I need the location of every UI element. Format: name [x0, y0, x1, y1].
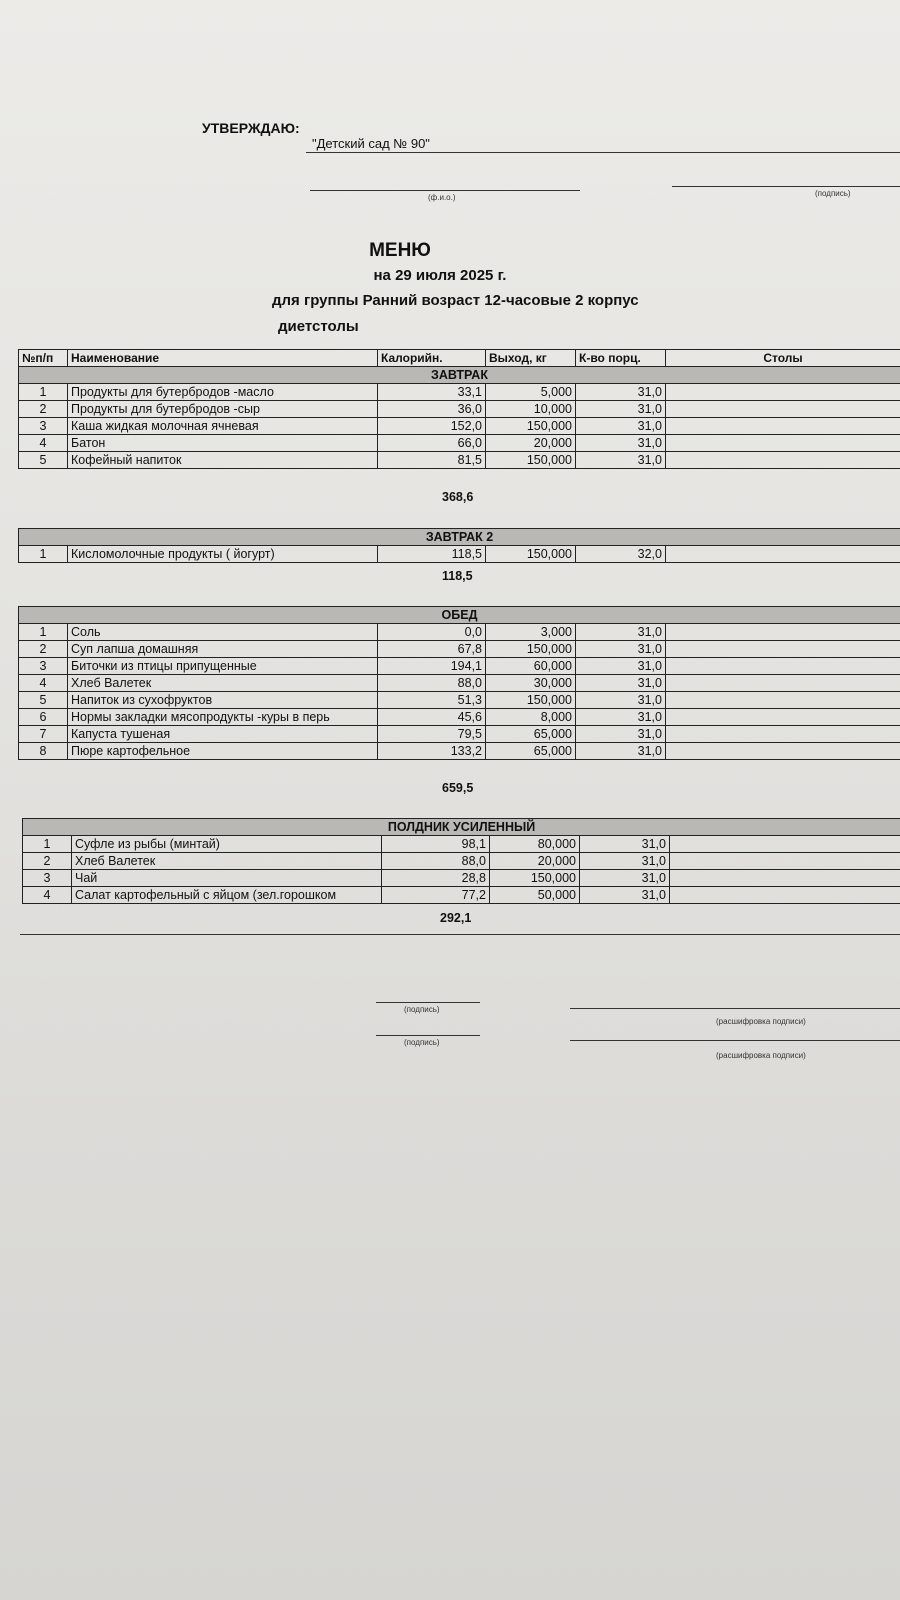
dish-name: Капуста тушеная [68, 726, 378, 743]
dish-name: Хлеб Валетек [72, 853, 382, 870]
calories: 77,2 [382, 887, 490, 904]
calories: 45,6 [378, 709, 486, 726]
footer-decode-caption-1: (расшифровка подписи) [716, 1017, 806, 1026]
section-total: 368,6 [442, 490, 474, 504]
table-row [19, 675, 900, 692]
portions: 31,0 [576, 452, 666, 469]
section-title: ЗАВТРАК 2 [19, 529, 900, 546]
tables-cell [666, 641, 900, 658]
row-num: 4 [19, 435, 68, 452]
portions: 32,0 [576, 546, 666, 563]
footer-decode-line-2 [570, 1040, 900, 1041]
sign-caption: (подпись) [815, 189, 851, 198]
portions: 31,0 [576, 675, 666, 692]
calories: 66,0 [378, 435, 486, 452]
fio-caption: (ф.и.о.) [428, 193, 456, 202]
output: 3,000 [486, 624, 576, 641]
dish-name: Суфле из рыбы (минтай) [72, 836, 382, 853]
section-header-row [19, 367, 900, 384]
output: 150,000 [490, 870, 580, 887]
table-row [19, 384, 900, 401]
calories: 194,1 [378, 658, 486, 675]
row-num: 5 [19, 692, 68, 709]
section-title: ОБЕД [19, 607, 900, 624]
row-num: 4 [23, 887, 72, 904]
output: 65,000 [486, 743, 576, 760]
table-row [19, 452, 900, 469]
col-header-num: №п/п [19, 350, 68, 367]
table-row [19, 546, 900, 563]
tables-cell [666, 624, 900, 641]
section-header-row [19, 607, 900, 624]
col-header-calories: Калорийн. [378, 350, 486, 367]
dish-name: Нормы закладки мясопродукты -куры в перь [68, 709, 378, 726]
table-header-row [19, 350, 900, 367]
row-num: 4 [19, 675, 68, 692]
section-header-row [23, 819, 900, 836]
fio-line [310, 190, 580, 191]
tables-cell [670, 836, 900, 853]
menu-table-breakfast [18, 349, 900, 469]
page-title: МЕНЮ [369, 240, 431, 261]
col-header-portions: К-во порц. [576, 350, 666, 367]
dish-name: Суп лапша домашняя [68, 641, 378, 658]
tables-cell [666, 435, 900, 452]
calories: 51,3 [378, 692, 486, 709]
table-row [23, 853, 900, 870]
output: 10,000 [486, 401, 576, 418]
tables-cell [666, 546, 900, 563]
row-num: 3 [23, 870, 72, 887]
group-line: для группы Ранний возраст 12-часовые 2 корпус [272, 292, 639, 309]
tables-cell [666, 658, 900, 675]
calories: 67,8 [378, 641, 486, 658]
dish-name: Напиток из сухофруктов [68, 692, 378, 709]
diet-line: диетстолы [278, 318, 359, 335]
output: 8,000 [486, 709, 576, 726]
tables-cell [666, 726, 900, 743]
output: 5,000 [486, 384, 576, 401]
footer-sign-caption-1: (подпись) [404, 1005, 440, 1014]
row-num: 6 [19, 709, 68, 726]
tables-cell [670, 853, 900, 870]
col-header-name: Наименование [68, 350, 378, 367]
table-row [23, 836, 900, 853]
row-num: 1 [19, 624, 68, 641]
row-num: 1 [19, 546, 68, 563]
dish-name: Соль [68, 624, 378, 641]
calories: 79,5 [378, 726, 486, 743]
tables-cell [666, 709, 900, 726]
col-header-output: Выход, кг [486, 350, 576, 367]
tables-cell [666, 384, 900, 401]
row-num: 1 [19, 384, 68, 401]
sign-line [672, 186, 900, 187]
row-num: 3 [19, 658, 68, 675]
output: 30,000 [486, 675, 576, 692]
portions: 31,0 [576, 726, 666, 743]
table-row [19, 743, 900, 760]
dish-name: Продукты для бутербродов -масло [68, 384, 378, 401]
calories: 81,5 [378, 452, 486, 469]
calories: 0,0 [378, 624, 486, 641]
calories: 28,8 [382, 870, 490, 887]
approve-label: УТВЕРЖДАЮ: [202, 120, 300, 136]
table-row [19, 709, 900, 726]
portions: 31,0 [576, 384, 666, 401]
tables-cell [666, 692, 900, 709]
table-row [19, 418, 900, 435]
portions: 31,0 [576, 692, 666, 709]
table-row [19, 658, 900, 675]
output: 150,000 [486, 418, 576, 435]
dish-name: Продукты для бутербродов -сыр [68, 401, 378, 418]
section-total: 118,5 [442, 569, 473, 583]
portions: 31,0 [576, 401, 666, 418]
calories: 133,2 [378, 743, 486, 760]
output: 150,000 [486, 692, 576, 709]
table-bottom-line [20, 934, 900, 935]
section-total: 292,1 [440, 911, 472, 925]
row-num: 2 [19, 401, 68, 418]
organization-name: "Детский сад № 90" [312, 136, 430, 151]
portions: 31,0 [576, 743, 666, 760]
menu-table-breakfast2 [18, 528, 900, 563]
table-row [23, 887, 900, 904]
dish-name: Кисломолочные продукты ( йогурт) [68, 546, 378, 563]
calories: 88,0 [382, 853, 490, 870]
row-num: 1 [23, 836, 72, 853]
calories: 33,1 [378, 384, 486, 401]
dish-name: Салат картофельный с яйцом (зел.горошком [72, 887, 382, 904]
calories: 36,0 [378, 401, 486, 418]
row-num: 3 [19, 418, 68, 435]
output: 50,000 [490, 887, 580, 904]
dish-name: Биточки из птицы припущенные [68, 658, 378, 675]
row-num: 7 [19, 726, 68, 743]
output: 150,000 [486, 452, 576, 469]
row-num: 2 [23, 853, 72, 870]
output: 60,000 [486, 658, 576, 675]
table-row [19, 435, 900, 452]
col-header-tables: Столы [666, 350, 900, 367]
tables-cell [666, 418, 900, 435]
output: 20,000 [486, 435, 576, 452]
org-line [306, 152, 900, 153]
section-title: ПОЛДНИК УСИЛЕННЫЙ [23, 819, 900, 836]
table-row [19, 726, 900, 743]
row-num: 8 [19, 743, 68, 760]
portions: 31,0 [580, 887, 670, 904]
table-row [19, 624, 900, 641]
tables-cell [666, 452, 900, 469]
footer-decode-caption-2: (расшифровка подписи) [716, 1051, 806, 1060]
dish-name: Кофейный напиток [68, 452, 378, 469]
dish-name: Пюре картофельное [68, 743, 378, 760]
table-row [19, 692, 900, 709]
section-header-row [19, 529, 900, 546]
table-row [23, 870, 900, 887]
calories: 152,0 [378, 418, 486, 435]
dish-name: Каша жидкая молочная ячневая [68, 418, 378, 435]
menu-table-lunch [18, 606, 900, 760]
calories: 88,0 [378, 675, 486, 692]
output: 80,000 [490, 836, 580, 853]
portions: 31,0 [580, 853, 670, 870]
calories: 118,5 [378, 546, 486, 563]
output: 150,000 [486, 546, 576, 563]
portions: 31,0 [580, 870, 670, 887]
table-row [19, 641, 900, 658]
section-total: 659,5 [442, 781, 474, 795]
menu-table-snack [22, 818, 900, 904]
dish-name: Чай [72, 870, 382, 887]
portions: 31,0 [576, 624, 666, 641]
tables-cell [666, 743, 900, 760]
footer-sign-caption-2: (подпись) [404, 1038, 440, 1047]
portions: 31,0 [576, 709, 666, 726]
tables-cell [666, 675, 900, 692]
calories: 98,1 [382, 836, 490, 853]
portions: 31,0 [576, 641, 666, 658]
output: 150,000 [486, 641, 576, 658]
portions: 31,0 [576, 418, 666, 435]
footer-sign-line-1 [376, 1002, 480, 1003]
row-num: 5 [19, 452, 68, 469]
portions: 31,0 [576, 658, 666, 675]
section-title: ЗАВТРАК [19, 367, 900, 384]
menu-date: на 29 июля 2025 г. [373, 267, 507, 284]
output: 20,000 [490, 853, 580, 870]
tables-cell [666, 401, 900, 418]
portions: 31,0 [576, 435, 666, 452]
dish-name: Батон [68, 435, 378, 452]
tables-cell [670, 870, 900, 887]
footer-sign-line-2 [376, 1035, 480, 1036]
output: 65,000 [486, 726, 576, 743]
portions: 31,0 [580, 836, 670, 853]
tables-cell [670, 887, 900, 904]
footer-decode-line-1 [570, 1008, 900, 1009]
dish-name: Хлеб Валетек [68, 675, 378, 692]
table-row [19, 401, 900, 418]
row-num: 2 [19, 641, 68, 658]
